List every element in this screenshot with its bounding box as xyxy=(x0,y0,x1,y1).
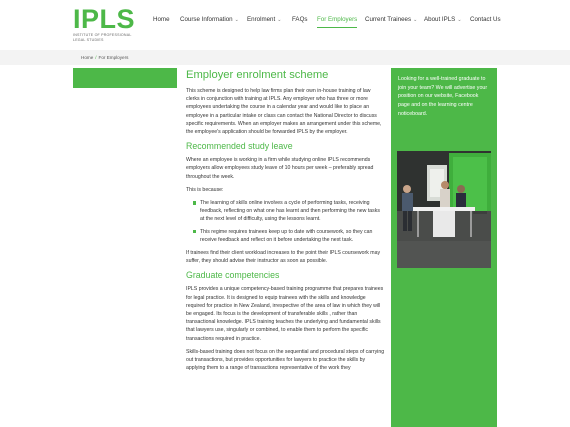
chevron-down-icon: ⌄ xyxy=(457,17,462,23)
breadcrumb-current: For Employers xyxy=(98,55,129,60)
nav-item-current-trainees[interactable] xyxy=(365,15,417,25)
breadcrumb xyxy=(81,54,128,61)
site-header xyxy=(0,0,570,50)
list-item xyxy=(193,199,385,224)
sidebar-promo-text: Looking for a well-trained graduate to join your team? We will advertise your position on our website, Facebook page and on the learning centre noticeboard. xyxy=(398,76,488,117)
left-section-bar xyxy=(73,68,177,88)
list-item-text: The learning of skills online involves a cycle of performing tasks, receiving feedback, reflecting on what one has learnt and then performing the new tasks at the next level of difficulty, using the lessons learnt. xyxy=(200,200,380,223)
nav-item-home[interactable] xyxy=(153,15,170,25)
main-nav xyxy=(0,15,570,27)
competencies-paragraph-2: Skills-based training does not focus on the sequential and procedural steps of carrying out transactions, but provides opportunities for lawyers to practice the skills by applying them to a range of transactions representative of the work they xyxy=(186,348,385,372)
breadcrumb-separator: / xyxy=(95,55,97,60)
logo-subtitle-line-1: INSTITUTE OF PROFESSIONAL xyxy=(73,33,132,37)
nav-item-course-information[interactable] xyxy=(180,15,239,25)
workload-paragraph: If trainees find their client workload increases to the point their IPLS coursework may suffer, they should advise their instructor as soon as possible. xyxy=(186,250,381,265)
breadcrumb-home-link[interactable]: Home xyxy=(81,55,94,60)
nav-item-label: Current Trainees xyxy=(365,16,412,23)
list-item-text: This regime requires trainees keep up to date with coursework, so they can receive feedback and reflect on it before undertaking the next task. xyxy=(200,228,373,243)
competencies-paragraph-1: IPLS provides a unique competency-based training programme that prepares trainees for legal practice. It is designed to equip trainees with the skills and knowledge required for practice in New Zealand, irrespective of the area of law in which they will be engaged. Its focus is the development of transferable skills , rather than transactional knowledge. IPLS training teaches the underlying and fundamental skills that lawyers use, singularly or combined, to enable them to perform the specific transactions required in practice. xyxy=(186,286,384,342)
nav-item-label: For Employers xyxy=(317,16,358,23)
study-leave-heading: Recommended study leave xyxy=(186,141,293,152)
nav-item-label: Contact Us xyxy=(470,16,501,23)
list-item xyxy=(193,228,385,244)
logo-subtitle-line-2: LEGAL STUDIES xyxy=(73,38,104,43)
nav-item-contact-us[interactable] xyxy=(470,15,501,25)
students-photo-illustration xyxy=(397,151,491,268)
competencies-heading: Graduate competencies xyxy=(186,270,280,281)
nav-item-for-employers[interactable] xyxy=(317,15,357,25)
because-label: This is because: xyxy=(186,186,224,193)
nav-item-label: Course Information xyxy=(180,16,233,23)
nav-item-about-ipls[interactable] xyxy=(424,15,462,25)
breadcrumb-bar xyxy=(0,50,570,65)
square-bullet-icon xyxy=(193,230,196,233)
nav-item-label: Enrolment xyxy=(247,16,276,23)
students-photo xyxy=(397,151,491,268)
intro-paragraph: This scheme is designed to help law firms plan their own in-house training of law clerks in conjunction with training at IPLS. Any employer who has three or more employees undertaking the course in a calendar year and would like to place an employee in a particular intake or class can contact the National Director to discuss specific requirements. When an employer makes an arrangement under this scheme, the employee's application should be forwarded IPLS by the employer. xyxy=(186,88,382,136)
nav-item-label: About IPLS xyxy=(424,16,456,23)
logo-text: IPLS xyxy=(73,4,136,34)
study-leave-paragraph: Where an employee is working in a firm while studying online IPLS recommends employers allow employees study leave of 10 hours per week – preferably spread throughout the week. xyxy=(186,157,374,180)
chevron-down-icon: ⌄ xyxy=(234,17,239,23)
page-title: Employer enrolment scheme xyxy=(186,69,329,81)
nav-item-label: Home xyxy=(153,16,170,23)
nav-item-label: FAQs xyxy=(292,16,308,23)
square-bullet-icon xyxy=(193,201,196,204)
nav-item-enrolment[interactable] xyxy=(247,15,281,25)
chevron-down-icon: ⌄ xyxy=(413,17,418,23)
nav-item-faqs[interactable] xyxy=(292,15,307,25)
reasons-list xyxy=(193,199,385,244)
chevron-down-icon: ⌄ xyxy=(277,17,282,23)
main-content xyxy=(186,68,385,377)
